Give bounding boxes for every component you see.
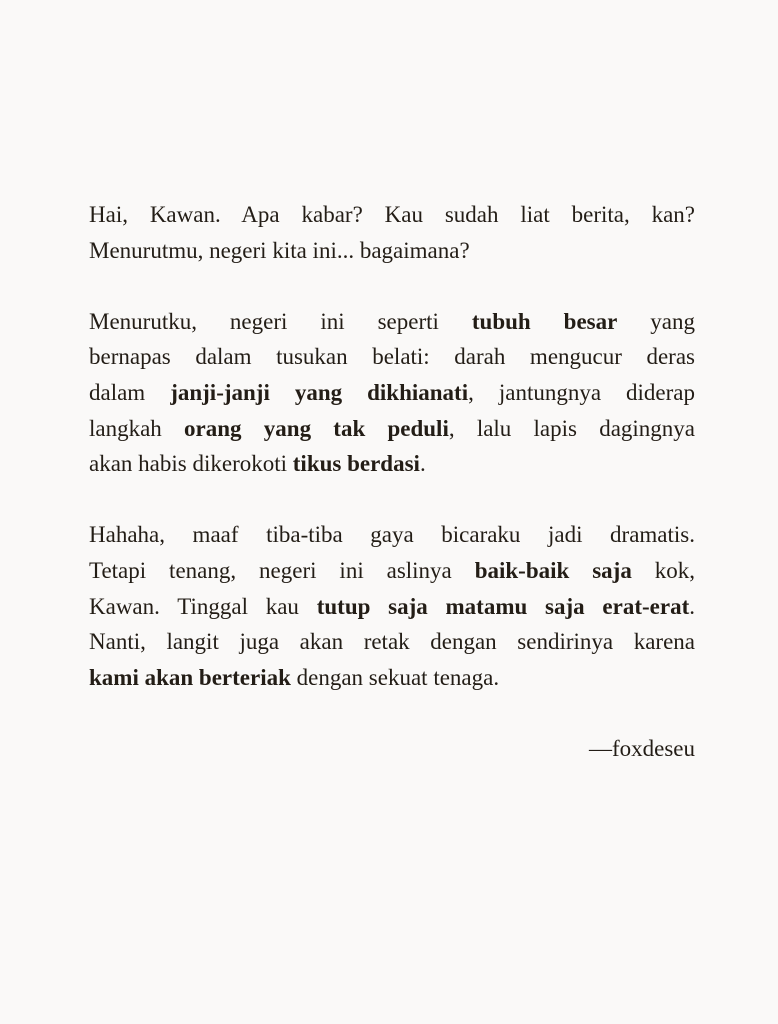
emphasized-phrase: kami akan berteriak (89, 664, 291, 690)
text-line (89, 589, 695, 625)
text-segment: Tetapi tenang, negeri ini aslinya (89, 557, 475, 583)
text-segment: dengan sekuat tenaga. (290, 664, 500, 690)
emphasized-phrase: tubuh besar (471, 308, 618, 334)
text-line (89, 624, 695, 660)
text-segment: , jantungnya diderap (468, 379, 695, 405)
text-line (89, 233, 695, 269)
text-line (89, 411, 695, 447)
emphasized-phrase: baik-baik saja (474, 557, 632, 583)
text-line (89, 553, 695, 589)
text-line (89, 375, 695, 411)
text-line (89, 339, 695, 375)
emphasized-phrase: tutup saja matamu saja erat-erat (316, 593, 690, 619)
text-segment: kok, (631, 557, 696, 583)
text-segment: Menurutku, negeri ini seperti (89, 308, 472, 334)
emphasized-phrase: orang yang tak peduli (184, 415, 449, 441)
author-signature: —foxdeseu (588, 735, 695, 761)
document-body (89, 197, 695, 767)
text-segment: . (419, 451, 426, 477)
text-segment: langkah (89, 415, 185, 441)
text-segment: Hahaha, maaf tiba-tiba gaya bicaraku jadi dramatis. (89, 522, 695, 548)
text-segment: Menurutmu, negeri kita ini... bagaimana? (89, 237, 470, 263)
emphasized-phrase: tikus berdasi (292, 451, 420, 477)
text-segment: bernapas dalam tusukan belati: darah mengucur deras (89, 344, 695, 370)
text-segment: Kawan. Tinggal kau (89, 593, 317, 619)
text-segment: Hai, Kawan. Apa kabar? Kau sudah liat berita, kan? (89, 202, 695, 227)
paragraph-3 (89, 517, 695, 695)
emphasized-phrase: janji-janji yang dikhianati (170, 379, 469, 405)
text-segment: Nanti, langit juga akan retak dengan sendirinya karena (89, 629, 695, 655)
paragraph-2 (89, 304, 695, 482)
text-line (89, 446, 695, 482)
text-segment: dalam (89, 379, 171, 405)
text-line (89, 660, 695, 696)
text-segment: yang (617, 308, 696, 334)
text-segment: . (689, 593, 695, 619)
text-line (89, 517, 695, 553)
paragraph-1 (89, 197, 695, 268)
text-segment: akan habis dikerokoti (89, 451, 293, 477)
text-segment: , lalu lapis dagingnya (448, 415, 696, 441)
text-line (89, 197, 695, 233)
text-content (89, 197, 695, 695)
text-line (89, 304, 695, 340)
